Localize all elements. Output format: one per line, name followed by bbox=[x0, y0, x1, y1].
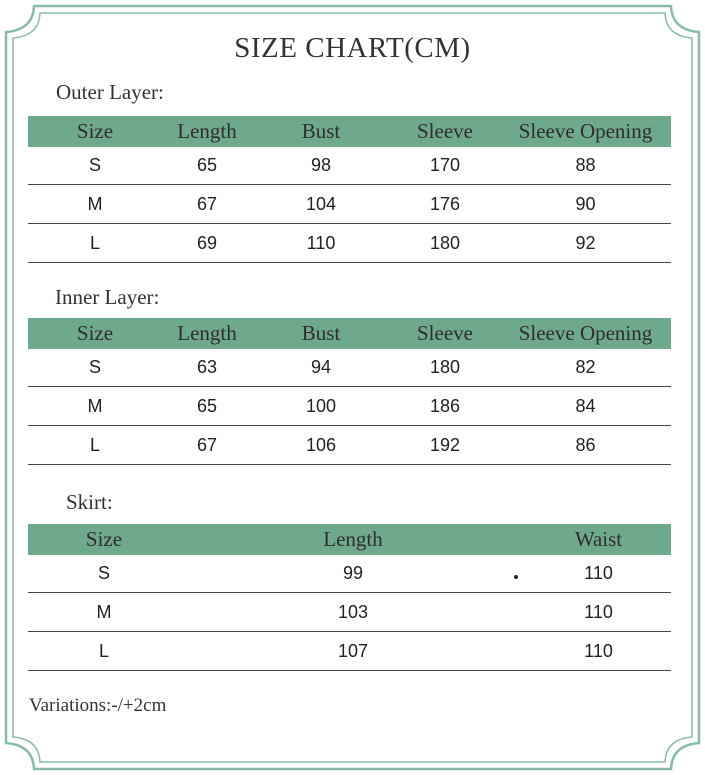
table-cell: M bbox=[96, 601, 112, 622]
table-cell: 98 bbox=[310, 155, 332, 175]
header-cell: Waist bbox=[574, 527, 623, 551]
table-cell: 67 bbox=[196, 434, 218, 455]
table-cell: 92 bbox=[575, 232, 596, 253]
table-cell: 65 bbox=[196, 155, 218, 175]
header-cell: Size bbox=[76, 119, 114, 143]
table-row bbox=[28, 387, 671, 426]
skirt-label: Skirt: bbox=[66, 490, 113, 514]
table-cell: 88 bbox=[575, 155, 596, 175]
table-cell: 84 bbox=[575, 395, 596, 416]
table-cell: L bbox=[98, 640, 109, 661]
outer-layer-table bbox=[28, 116, 671, 263]
table-cell: 82 bbox=[575, 357, 596, 377]
table-row bbox=[28, 185, 671, 224]
table-cell: S bbox=[88, 357, 101, 377]
header-cell: Sleeve Opening bbox=[518, 119, 653, 143]
header-cell: Size bbox=[85, 527, 123, 551]
table-cell: S bbox=[88, 155, 101, 175]
table-cell: 94 bbox=[310, 357, 332, 377]
table-row bbox=[28, 224, 671, 263]
table-header bbox=[28, 524, 671, 555]
table-cell: S bbox=[97, 563, 110, 583]
inner-layer-table bbox=[28, 318, 671, 465]
table-row bbox=[28, 147, 671, 185]
table-cell: 176 bbox=[429, 193, 461, 214]
table-row bbox=[28, 426, 671, 465]
table-cell: 106 bbox=[305, 434, 337, 455]
table-cell: M bbox=[87, 193, 103, 214]
table-cell: 67 bbox=[196, 193, 218, 214]
header-cell: Length bbox=[177, 321, 237, 345]
table-row bbox=[28, 593, 671, 632]
header-cell: Length bbox=[323, 527, 383, 551]
table-cell: 110 bbox=[584, 640, 613, 661]
table-cell: 110 bbox=[584, 563, 613, 583]
table-cell: 180 bbox=[429, 232, 461, 253]
table-cell: 104 bbox=[305, 193, 337, 214]
table-cell: L bbox=[89, 232, 100, 253]
table-row bbox=[28, 349, 671, 387]
page-title: SIZE CHART(CM) bbox=[234, 32, 471, 64]
stray-dot bbox=[514, 575, 518, 579]
table-cell: M bbox=[87, 395, 103, 416]
skirt-table bbox=[28, 524, 671, 671]
table-cell: 180 bbox=[429, 357, 461, 377]
table-cell: 186 bbox=[429, 395, 461, 416]
header-cell: Length bbox=[177, 119, 237, 143]
table-header bbox=[28, 116, 671, 147]
table-cell: 110 bbox=[306, 232, 336, 253]
header-cell: Bust bbox=[301, 321, 341, 345]
header-cell: Sleeve bbox=[417, 119, 473, 143]
inner-layer-label: Inner Layer: bbox=[55, 285, 160, 309]
table-header bbox=[28, 318, 671, 349]
table-cell: 63 bbox=[196, 357, 218, 377]
table-cell: 65 bbox=[196, 395, 218, 416]
table-cell: 110 bbox=[584, 601, 613, 622]
outer-layer-label: Outer Layer: bbox=[56, 80, 164, 104]
table-row bbox=[28, 632, 671, 671]
table-cell: 99 bbox=[342, 563, 364, 583]
header-cell: Sleeve Opening bbox=[518, 321, 653, 345]
header-cell: Bust bbox=[301, 119, 341, 143]
table-cell: L bbox=[89, 434, 100, 455]
table-cell: 103 bbox=[337, 601, 369, 622]
table-cell: 86 bbox=[575, 434, 596, 455]
table-cell: 170 bbox=[429, 155, 461, 175]
table-cell: 100 bbox=[305, 395, 337, 416]
table-cell: 90 bbox=[575, 193, 596, 214]
header-cell: Size bbox=[76, 321, 114, 345]
variation-note: Variations:-/+2cm bbox=[29, 695, 167, 716]
table-cell: 69 bbox=[196, 232, 218, 253]
table-cell: 192 bbox=[429, 434, 461, 455]
table-row bbox=[28, 555, 671, 593]
header-cell: Sleeve bbox=[417, 321, 473, 345]
table-cell: 107 bbox=[337, 640, 369, 661]
